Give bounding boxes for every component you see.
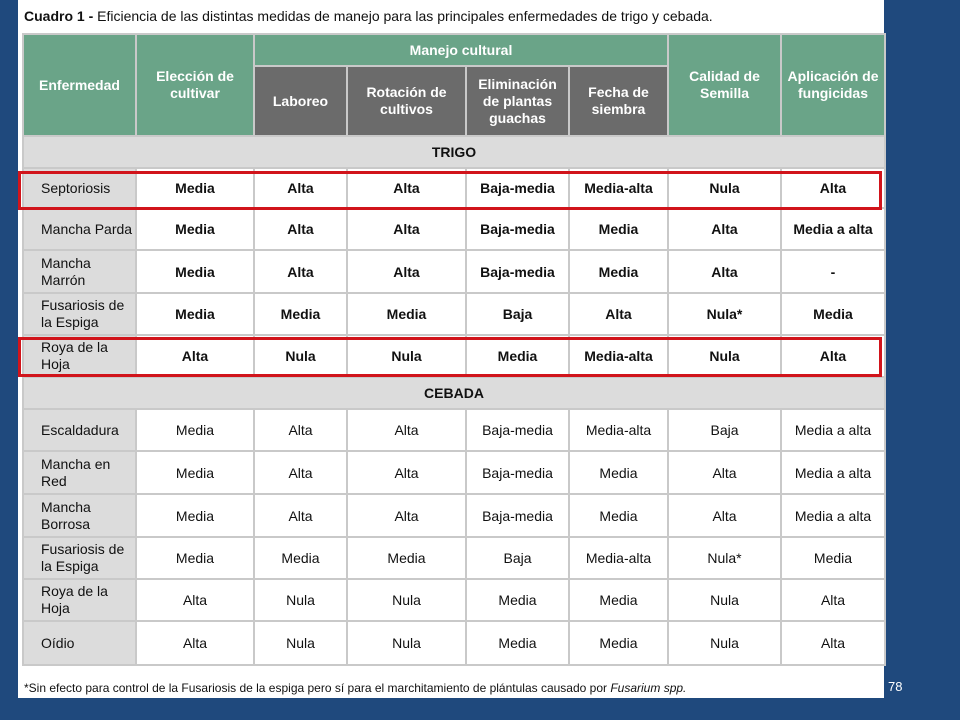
efficiency-cell: Baja <box>466 537 569 579</box>
header-eleccion-cultivar: Elección de cultivar <box>136 34 254 136</box>
header-eliminacion-plantas: Eliminación de plantas guachas <box>466 66 569 136</box>
efficiency-cell: Alta <box>136 335 254 377</box>
efficiency-cell: Media a alta <box>781 494 885 537</box>
efficiency-cell: Media <box>136 537 254 579</box>
efficiency-cell: Media <box>569 494 668 537</box>
efficiency-cell: Media <box>569 451 668 494</box>
efficiency-cell: Media-alta <box>569 168 668 208</box>
efficiency-cell: Media <box>466 579 569 621</box>
table-row <box>23 293 885 335</box>
header-rotacion-cultivos: Rotación de cultivos <box>347 66 466 136</box>
efficiency-cell: Baja <box>668 409 781 451</box>
disease-cell: Fusariosis de la Espiga <box>23 537 136 579</box>
efficiency-cell: Media <box>136 451 254 494</box>
efficiency-cell: Media <box>569 208 668 250</box>
section-label: CEBADA <box>23 377 885 409</box>
efficiency-cell: Nula* <box>668 537 781 579</box>
footnote-text: *Sin efecto para control de la Fusariosis de la espiga pero sí para el marchitamiento de plántulas causado por <box>24 681 611 695</box>
efficiency-cell: Alta <box>781 621 885 665</box>
efficiency-cell: Media a alta <box>781 409 885 451</box>
efficiency-cell: Alta <box>254 168 347 208</box>
header-calidad-semilla: Calidad de Semilla <box>668 34 781 136</box>
disease-cell: Mancha en Red <box>23 451 136 494</box>
header-aplicacion-fungicidas: Aplicación de fungicidas <box>781 34 885 136</box>
efficiency-cell: Baja-media <box>466 168 569 208</box>
efficiency-cell: Media <box>347 537 466 579</box>
disease-cell: Fusariosis de la Espiga <box>23 293 136 335</box>
efficiency-cell: Media <box>781 537 885 579</box>
table-row <box>23 621 885 665</box>
efficiency-cell: Baja-media <box>466 494 569 537</box>
efficiency-cell: Media-alta <box>569 335 668 377</box>
disease-cell: Roya de la Hoja <box>23 579 136 621</box>
efficiency-cell: Alta <box>254 494 347 537</box>
efficiency-cell: Alta <box>668 451 781 494</box>
efficiency-cell: Media <box>136 250 254 293</box>
efficiency-cell: Media <box>781 293 885 335</box>
table-row <box>23 579 885 621</box>
disease-cell: Oídio <box>23 621 136 665</box>
footnote-italic: Fusarium spp. <box>610 681 687 695</box>
efficiency-cell: Alta <box>781 168 885 208</box>
efficiency-cell: Alta <box>569 293 668 335</box>
efficiency-cell: Media <box>254 293 347 335</box>
footnote <box>24 681 686 695</box>
disease-cell: Escaldadura <box>23 409 136 451</box>
section-label: TRIGO <box>23 136 885 168</box>
efficiency-cell: Media a alta <box>781 208 885 250</box>
header-enfermedad: Enfermedad <box>23 34 136 136</box>
efficiency-cell: Baja-media <box>466 250 569 293</box>
efficiency-cell: Nula <box>254 335 347 377</box>
efficiency-cell: Alta <box>347 168 466 208</box>
table-row <box>23 409 885 451</box>
efficiency-cell: Nula <box>254 621 347 665</box>
efficiency-cell: Baja-media <box>466 451 569 494</box>
efficiency-cell: Nula <box>668 168 781 208</box>
header-fecha-siembra: Fecha de siembra <box>569 66 668 136</box>
efficiency-cell: Media <box>136 494 254 537</box>
efficiency-cell: Media-alta <box>569 409 668 451</box>
efficiency-cell: Alta <box>254 451 347 494</box>
efficiency-cell: Media <box>136 293 254 335</box>
efficiency-cell: Alta <box>347 409 466 451</box>
efficiency-cell: Alta <box>668 494 781 537</box>
efficiency-cell: Nula <box>668 621 781 665</box>
efficiency-cell: Alta <box>347 494 466 537</box>
efficiency-cell: - <box>781 250 885 293</box>
table-row <box>23 494 885 537</box>
section-header-row <box>23 377 885 409</box>
table-title <box>24 8 884 24</box>
disease-cell: Mancha Marrón <box>23 250 136 293</box>
disease-cell: Roya de la Hoja <box>23 335 136 377</box>
efficiency-cell: Alta <box>668 208 781 250</box>
efficiency-cell: Alta <box>136 579 254 621</box>
efficiency-cell: Nula <box>347 335 466 377</box>
efficiency-cell: Media <box>466 621 569 665</box>
efficiency-cell: Alta <box>136 621 254 665</box>
header-laboreo: Laboreo <box>254 66 347 136</box>
efficiency-cell: Media <box>136 409 254 451</box>
efficiency-cell: Alta <box>781 335 885 377</box>
efficiency-cell: Media <box>254 537 347 579</box>
table-row <box>23 451 885 494</box>
disease-cell: Mancha Parda <box>23 208 136 250</box>
efficiency-cell: Media <box>466 335 569 377</box>
table-title-prefix: Cuadro 1 - <box>24 8 94 24</box>
efficiency-cell: Alta <box>347 451 466 494</box>
table-row <box>23 537 885 579</box>
disease-cell: Septoriosis <box>23 168 136 208</box>
efficiency-cell: Baja-media <box>466 208 569 250</box>
highlight-box-septoriosis <box>18 171 882 210</box>
highlight-box-roya-de-la-hoja <box>18 337 882 377</box>
section-cebada <box>23 377 885 665</box>
efficiency-cell: Media <box>569 579 668 621</box>
efficiency-cell: Media <box>569 250 668 293</box>
disease-cell: Mancha Borrosa <box>23 494 136 537</box>
header-manejo-cultural: Manejo cultural <box>254 34 668 66</box>
efficiency-cell: Nula <box>668 579 781 621</box>
efficiency-cell: Media <box>136 208 254 250</box>
efficiency-cell: Nula <box>668 335 781 377</box>
efficiency-cell: Alta <box>254 208 347 250</box>
efficiency-cell: Alta <box>347 250 466 293</box>
efficiency-cell: Media <box>347 293 466 335</box>
efficiency-cell: Nula <box>347 579 466 621</box>
efficiency-cell: Nula* <box>668 293 781 335</box>
efficiency-cell: Nula <box>254 579 347 621</box>
efficiency-cell: Baja-media <box>466 409 569 451</box>
efficiency-cell: Nula <box>347 621 466 665</box>
efficiency-cell: Media <box>569 621 668 665</box>
table-row <box>23 250 885 293</box>
efficiency-cell: Alta <box>781 579 885 621</box>
efficiency-cell: Alta <box>668 250 781 293</box>
efficiency-cell: Alta <box>254 250 347 293</box>
table-row <box>23 208 885 250</box>
efficiency-cell: Media a alta <box>781 451 885 494</box>
efficiency-cell: Alta <box>347 208 466 250</box>
efficiency-cell: Baja <box>466 293 569 335</box>
efficiency-cell: Media-alta <box>569 537 668 579</box>
efficiency-cell: Alta <box>254 409 347 451</box>
efficiency-cell: Media <box>136 168 254 208</box>
page-number: 78 <box>888 679 903 694</box>
section-header-row <box>23 136 885 168</box>
table-title-text: Eficiencia de las distintas medidas de manejo para las principales enfermedades de trigo y cebada. <box>93 8 713 24</box>
